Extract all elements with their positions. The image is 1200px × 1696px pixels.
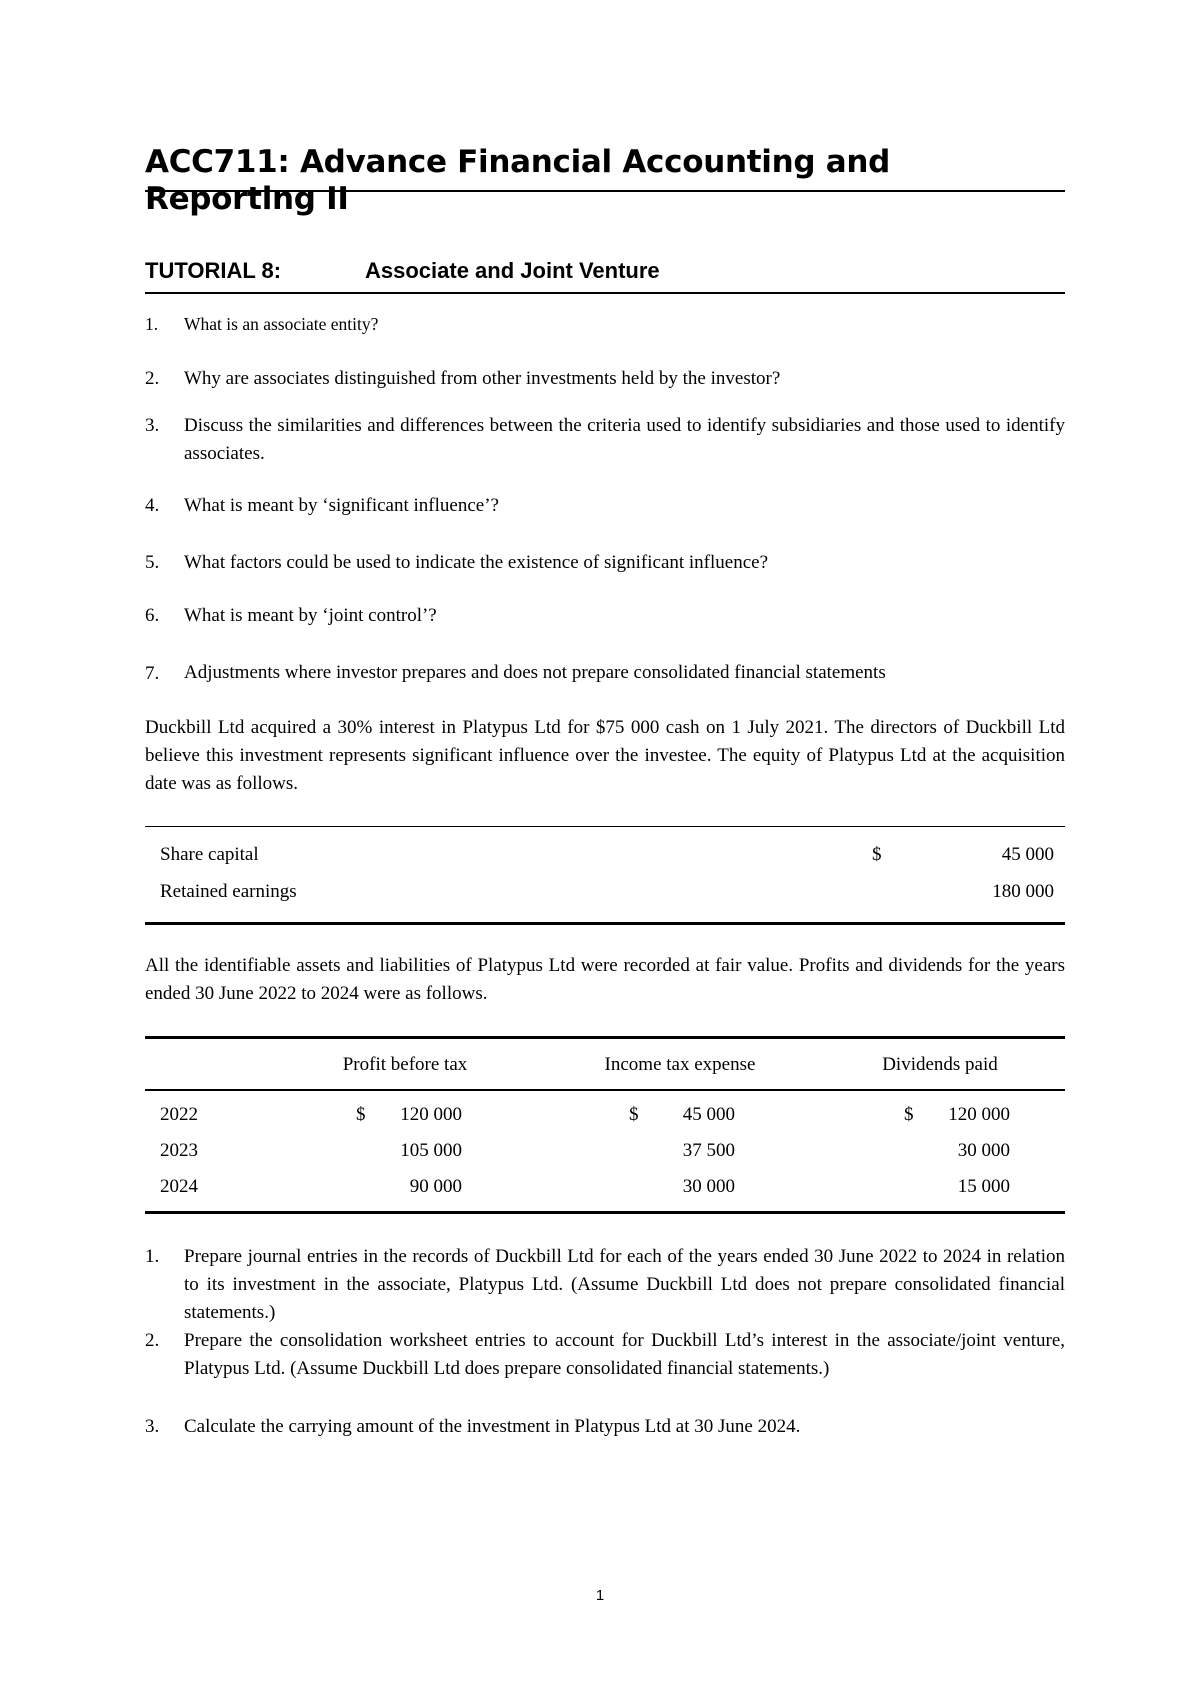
- value-cell: 45 000: [682, 1104, 735, 1125]
- title-underline: [145, 190, 1065, 192]
- value-cell: 120 000: [948, 1104, 1010, 1125]
- value-cell: 105 000: [400, 1140, 462, 1161]
- document-title: ACC711: Advance Financial Accounting and Reporting II: [145, 144, 891, 218]
- table-rule: [145, 1036, 1065, 1039]
- task-text: Prepare the consolidation worksheet entries to account for Duckbill Ltd’s interest in the associate/joint venture, Platypus Ltd. (Assume Duckbill Ltd does prepare consolidated financial statements.): [184, 1330, 1065, 1379]
- task-text: Calculate the carrying amount of the investment in Platypus Ltd at 30 June 2024.: [184, 1416, 801, 1437]
- question-text: What is meant by ‘joint control’?: [184, 605, 437, 626]
- page-number: 1: [595, 1587, 605, 1604]
- question-number: 7.: [145, 663, 160, 684]
- table-rule: [145, 922, 1065, 925]
- equity-amount: 180 000: [992, 881, 1054, 902]
- table-rule: [145, 1211, 1065, 1214]
- question-text: Adjustments where investor prepares and does not prepare consolidated financial statements: [184, 662, 886, 683]
- question-number: 6.: [145, 605, 160, 626]
- question-number: 4.: [145, 495, 160, 516]
- currency-cell: $: [904, 1104, 914, 1125]
- case-mid-text: All the identifiable assets and liabilities of Platypus Ltd were recorded at fair value. Profits and dividends for the years ended 30 June 2022 to 2024 were as follows.: [145, 955, 1065, 1004]
- question-number: 2.: [145, 368, 160, 389]
- tutorial-topic: Associate and Joint Venture: [365, 258, 660, 283]
- value-cell: 30 000: [957, 1140, 1010, 1161]
- question-text: What is an associate entity?: [184, 314, 379, 334]
- value-cell: 30 000: [682, 1176, 735, 1197]
- tutorial-label: TUTORIAL 8:: [145, 258, 282, 283]
- column-header: Profit before tax: [342, 1054, 468, 1075]
- year-cell: 2023: [160, 1140, 198, 1161]
- year-cell: 2022: [160, 1104, 198, 1125]
- question-text: Why are associates distinguished from other investments held by the investor?: [184, 368, 781, 389]
- column-header: Income tax expense: [604, 1054, 756, 1075]
- question-text: What is meant by ‘significant influence’?: [184, 495, 499, 516]
- task-number: 1.: [145, 1246, 160, 1267]
- question-number: 5.: [145, 552, 160, 573]
- currency-cell: $: [356, 1104, 366, 1125]
- equity-currency: $: [872, 844, 882, 865]
- value-cell: 37 500: [682, 1140, 735, 1161]
- tutorial-underline: [145, 292, 1065, 294]
- column-header: Dividends paid: [882, 1054, 998, 1075]
- table-rule: [145, 826, 1065, 827]
- question-text: What factors could be used to indicate the existence of significant influence?: [184, 552, 769, 573]
- value-cell: 15 000: [957, 1176, 1010, 1197]
- table-rule: [145, 1089, 1065, 1091]
- value-cell: 120 000: [400, 1104, 462, 1125]
- task-text: Prepare journal entries in the records of Duckbill Ltd for each of the years ended 30 June 2022 to 2024 in relation to its investment in the associate, Platypus Ltd. (Assume Duckbill Ltd does not prepare consolidated financial statements.): [184, 1246, 1065, 1323]
- task-number: 2.: [145, 1330, 160, 1351]
- case-intro: Duckbill Ltd acquired a 30% interest in Platypus Ltd for $75 000 cash on 1 July 2021. The directors of Duckbill Ltd believe this investment represents significant influence over the investee. The equity of Platypus Ltd at the acquisition date was as follows.: [145, 717, 1065, 794]
- equity-label: Retained earnings: [160, 881, 297, 902]
- value-cell: 90 000: [409, 1176, 462, 1197]
- equity-amount: 45 000: [1001, 844, 1054, 865]
- task-number: 3.: [145, 1416, 160, 1437]
- question-text: Discuss the similarities and differences between the criteria used to identify subsidiaries and those used to identify associates.: [184, 415, 1065, 464]
- question-number: 3.: [145, 415, 160, 436]
- year-cell: 2024: [160, 1176, 198, 1197]
- currency-cell: $: [629, 1104, 639, 1125]
- equity-label: Share capital: [160, 844, 259, 865]
- question-number: 1.: [145, 314, 159, 334]
